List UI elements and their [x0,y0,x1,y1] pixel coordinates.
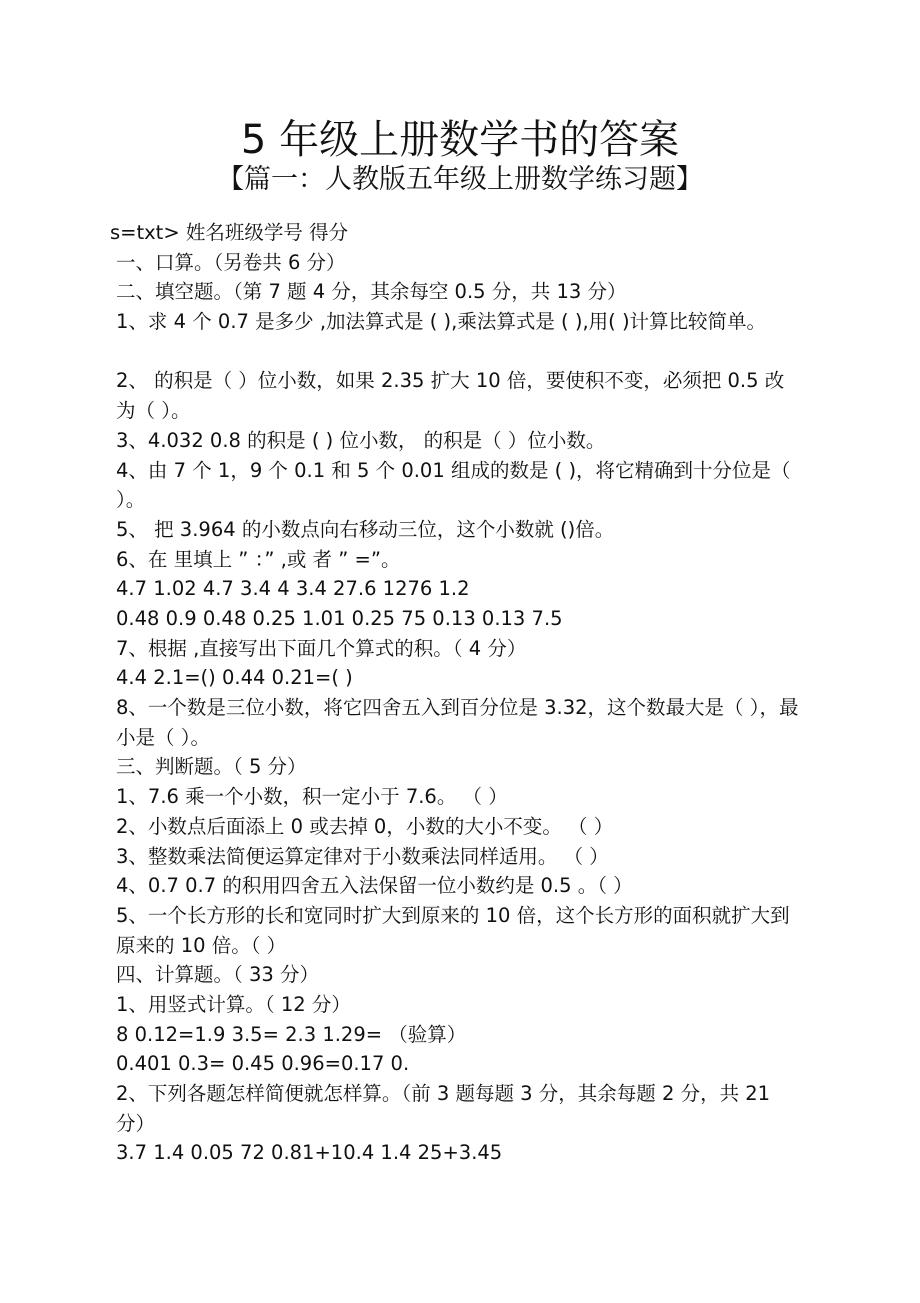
section-heading: 二、填空题。（第 7 题 4 分，其余每空 0.5 分，共 13 分） [116,280,627,304]
document-title: 5 年级上册数学书的答案 [240,117,680,163]
section-heading: 四、计算题。（ 33 分） [116,963,319,987]
question-text: 7、根据 ,直接写出下面几个算式的积。（ 4 分） [116,636,527,660]
question-text: 2、 的积是（ ）位小数，如果 2.35 扩大 10 倍，要使积不变，必须把 0.5 改为（ ）。 [116,369,785,423]
header-info-line: s=txt> 姓名班级学号 得分 [110,221,349,244]
question-text: 4、由 7 个 1，9 个 0.1 和 5 个 0.01 组成的数是 ( )，将它精确到十分位是（ ）。 [116,458,791,512]
question-text: 6、在 里填上 ” ：” ,或 者 ” =”。 [116,547,401,571]
question-text: 2、下列各题怎样简便就怎样算。（前 3 题每题 3 分，其余每题 2 分，共 21 分） [116,1082,771,1135]
question-text: 5、一个长方形的长和宽同时扩大到原来的 10 倍，这个长方形的面积就扩大到原来的 10 倍。（ ） [116,903,790,957]
number-row: 4.4 2.1=() 0.44 0.21=( ) [116,666,353,690]
question-text: 8、一个数是三位小数，将它四舍五入到百分位是 3.32，这个数最大是（ ），最小是（ ）。 [116,696,799,749]
document-subtitle: 【篇一：人教版五年级上册数学练习题】 [217,164,703,195]
number-row: 4.7 1.02 4.7 3.4 4 3.4 27.6 1276 1.2 [116,577,470,601]
number-row: 3.7 1.4 0.05 72 0.81+10.4 1.4 25+3.45 [116,1141,503,1165]
section-heading: 一、口算。（另卷共 6 分） [116,250,346,274]
question-text: 3、整数乘法简便运算定律对于小数乘法同样适用。 （ ） [116,844,609,868]
document-body [110,218,800,1168]
question-text: 1、用竖式计算。（ 12 分） [116,992,351,1016]
question-text: 1、求 4 个 0.7 是多少 ,加法算式是 ( ),乘法算式是 ( ),用( )计算比较简单。 [116,310,767,334]
question-text: 5、 把 3.964 的小数点向右移动三位，这个小数就 ()倍。 [116,517,615,541]
section-heading: 三、判断题。（ 5 分） [116,755,307,779]
question-text: 1、7.6 乘一个小数，积一定小于 7.6。 （ ） [116,785,508,809]
question-text: 4、0.7 0.7 的积用四舍五入法保留一位小数约是 0.5 。（ ） [116,874,633,898]
question-text: 2、小数点后面添上 0 或去掉 0，小数的大小不变。 （ ） [116,814,614,838]
number-row: 0.48 0.9 0.48 0.25 1.01 0.25 75 0.13 0.13 7.5 [116,606,563,630]
number-row: 0.401 0.3= 0.45 0.96=0.17 0. [116,1052,410,1076]
question-text: 3、4.032 0.8 的积是 ( ) 位小数， 的积是（ ）位小数。 [116,428,606,452]
number-row: 8 0.12=1.9 3.5= 2.3 1.29= （验算） [116,1022,467,1046]
